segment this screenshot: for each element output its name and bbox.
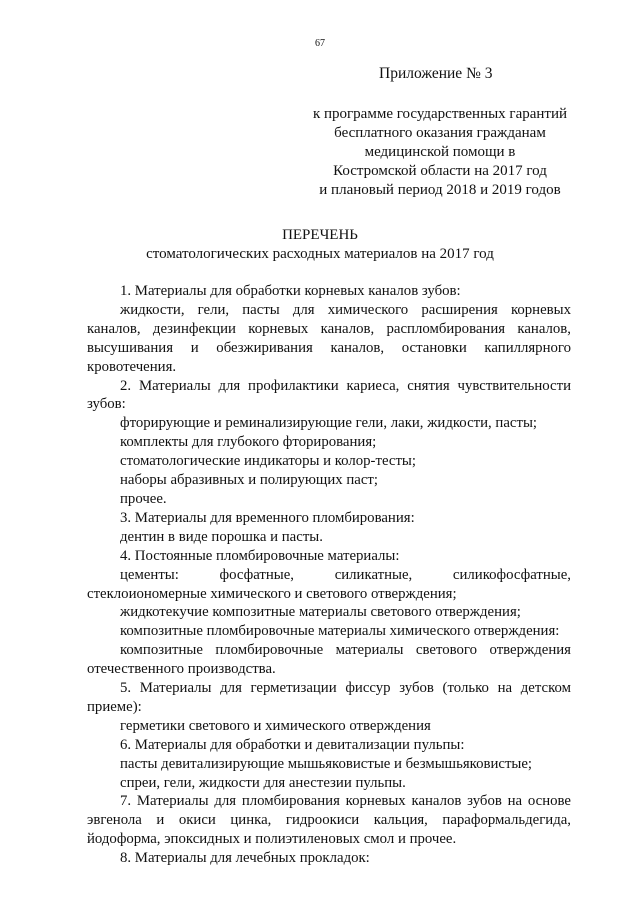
list-item: наборы абразивных и полирующих паст; [120, 472, 378, 489]
list-item: цементы: фосфатные, силикатные, силикофосфатные, стеклоиономерные химического и светового отверждения; [87, 566, 571, 602]
program-line: к программе государственных гарантий [312, 106, 568, 122]
list-item: прочее. [120, 490, 167, 507]
program-line: Костромской области на 2017 год [333, 163, 547, 179]
section-heading: 6. Материалы для обработки и девитализации пульпы: [120, 736, 465, 753]
list-item: пасты девитализирующие мышьяковистые и безмышьяковистые; [120, 755, 533, 772]
section-heading: 7. Материалы для пломбирования корневых каналов зубов на основе эвгенола и окиси цинка, гидроокиси кальция, параформальдегида, йодоформа, эпоксидных и полиэтиленовых смол и прочее. [87, 793, 571, 848]
document-title: ПЕРЕЧЕНЬ [282, 227, 358, 243]
list-item: жидкотекучие композитные материалы светового отверждения; [120, 604, 521, 621]
list-item: герметики светового и химического отверждения [120, 717, 431, 734]
section-heading: 3. Материалы для временного пломбирования: [120, 509, 415, 526]
appendix-title: Приложение № 3 [379, 65, 493, 82]
list-item: жидкости, гели, пасты для химического расширения корневых каналов, дезинфекции корневых каналов, распломбирования каналов, высушивания и обезжиривания каналов, остановки капиллярного кровотечения. [87, 301, 571, 375]
program-line: бесплатного оказания гражданам [334, 125, 546, 141]
section-heading: 1. Материалы для обработки корневых каналов зубов: [120, 283, 461, 299]
section-heading: 8. Материалы для лечебных прокладок: [120, 850, 370, 867]
document-heading [0, 226, 640, 264]
list-item: комплекты для глубокого фторирования; [120, 434, 377, 451]
list-item: композитные пломбировочные материалы светового отверждения отечественного производства. [87, 642, 571, 678]
program-line: медицинской помощи в [364, 144, 516, 160]
list-item: композитные пломбировочные материалы химического отверждения: [120, 623, 560, 640]
page-number: 67 [315, 38, 325, 49]
document-body [87, 282, 571, 868]
document-subtitle: стоматологических расходных материалов на 2017 год [146, 246, 494, 262]
list-item: стоматологические индикаторы и колор-тесты; [120, 453, 416, 470]
section-heading: 5. Материалы для герметизации фиссур зубов (только на детском приеме): [87, 680, 571, 715]
program-reference [290, 105, 590, 200]
program-line: и плановый период 2018 и 2019 годов [319, 182, 561, 198]
section-heading: 4. Постоянные пломбировочные материалы: [120, 547, 400, 564]
list-item: фторирующие и реминализирующие гели, лаки, жидкости, пасты; [120, 415, 537, 432]
list-item: спреи, гели, жидкости для анестезии пульпы. [120, 774, 406, 791]
list-item: дентин в виде порошка и пасты. [120, 528, 323, 545]
section-heading: 2. Материалы для профилактики кариеса, снятия чувствительности зубов: [87, 377, 571, 413]
